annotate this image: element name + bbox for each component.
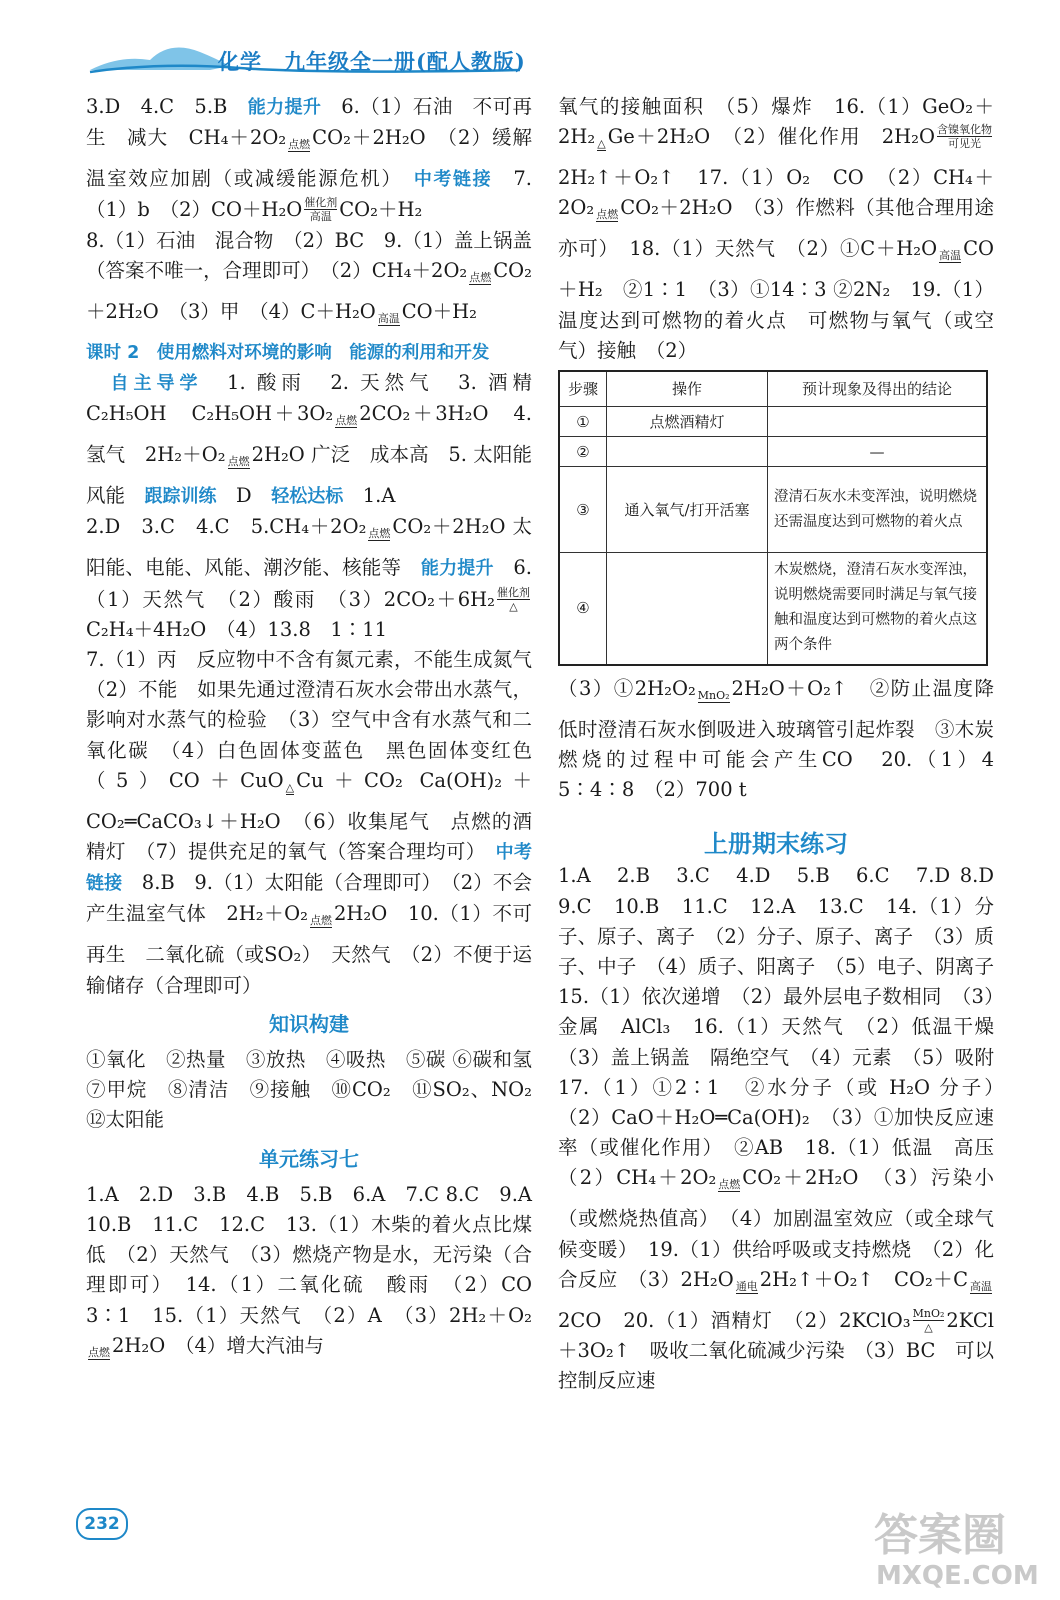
reaction-condition: △ [597, 137, 606, 151]
answer-paragraph [86, 645, 552, 1001]
answer-text: ①氧化 ②热量 ③放热 ④吸热 ⑤碳 ⑥碳和氢 ⑦甲烷 ⑧清洁 ⑨接触 ⑩CO₂ ⑪SO₂、NO₂ ⑫太阳能 [86, 1048, 552, 1132]
table-cell: ③ [559, 467, 607, 553]
reaction-condition: 通电 [735, 1279, 758, 1293]
answer-paragraph [86, 368, 552, 512]
answer-text: 1.A 2.D 3.B 4.B 5.B 6.A 7.C 8.C 9.A 10.B 11.C 12.C 13.（1）木柴的着火点比煤低 （2）天然气 （3）燃烧产物是水，无污染（合理即可） 14.（1）二氧化硫 酸雨 （2）CO 3∶1 15.（1）天然气 （2）A （3）2H₂＋O₂ [86, 1182, 552, 1327]
right-column [558, 92, 1014, 1396]
answer-paragraph [86, 226, 532, 338]
reaction-condition: 高温 [939, 249, 962, 263]
svg-text:MXQE.COM: MXQE.COM [876, 1561, 1039, 1591]
answer-text: 2H₂↑＋O₂↑ 17.（1）O₂ CO （2）CH₄＋2O₂ [558, 166, 994, 220]
reaction-condition: 点燃 [310, 914, 332, 928]
answer-text: 2KCl＋3O₂↑ 吸收二氧化硫减少污染 （3）BC 可以控制反应速 [558, 1308, 994, 1393]
answer-text: Ge＋2H₂O （2）催化作用 2H₂O [607, 125, 935, 149]
table-cell: ② [559, 437, 607, 467]
answer-text: 2CO₂＋3H₂O 4. 氢气 2H₂＋O₂ [86, 402, 532, 467]
answer-text: CO₂＋2H₂O 太阳能、电能、风能、潮汐能、核能等 [86, 515, 532, 580]
answer-text: 8.B 9.（1）太阳能（合理即可） （2）不会产生温室气体 2H₂＋O₂ [86, 871, 532, 926]
reaction-condition: MnO₂ [697, 688, 730, 702]
answer-text: 2H₂↑＋O₂↑ CO₂＋C [759, 1267, 969, 1291]
answer-text: 2CO 20.（1）酒精灯 （2）2KClO₃ [558, 1308, 911, 1332]
answer-text: （3）①2H₂O₂ [558, 676, 696, 700]
table-cell: — [768, 437, 988, 467]
section-tag-zhongkao: 中考链接 [86, 842, 532, 895]
reaction-condition: 点燃 [227, 455, 250, 469]
table-header: 操作 [607, 371, 768, 407]
left-column [86, 92, 552, 1372]
answer-text: CO₂＋H₂ [339, 198, 423, 222]
section-tag-nengli: 能力提升 [247, 97, 322, 118]
answer-text: 2H₂O 10.（1）不可再生 二氧化硫（或SO₂） 天然气 （2）不便于运输储存（合理即可） [86, 902, 532, 997]
section-tag-zhongkao: 中考链接 [413, 169, 493, 191]
table-row [559, 407, 987, 437]
reaction-condition: 含镍氧化物 可见光 [937, 123, 992, 151]
answer-text: 1. 酸雨 2. 天然气 3. 酒精 C₂H₅OH C₂H₅OH＋3O₂ [86, 371, 532, 426]
answer-paragraph [86, 512, 532, 645]
answer-text: CO＋H₂ ②1∶1 （3）①14∶3 ②2N₂ 19.（1）温度达到可燃物的着火点 可燃物与氧气（或空气）接触 （2） [558, 237, 994, 362]
table-row [559, 467, 987, 553]
answer-text: Cu＋CO₂ Ca(OH)₂＋CO₂═CaCO₃↓＋H₂O （6）收集尾气 点燃的酒精灯 （7）提供充足的氧气（答案合理均可） [86, 768, 532, 864]
reaction-condition: 点燃 [335, 414, 358, 428]
answer-text: 2.D 3.C 4.C 5.CH₄＋2O₂ [86, 515, 367, 539]
watermark-logo [870, 1500, 1039, 1591]
table-header: 预计现象及得出的结论 [768, 371, 988, 407]
table-cell: ④ [559, 553, 607, 665]
answer-paragraph [86, 92, 532, 226]
answer-text: CO＋H₂ [401, 299, 477, 323]
answer-text: 2H₂O （4）增大汽油与 [112, 1333, 324, 1357]
reaction-condition: 点燃 [88, 1345, 110, 1359]
answer-text: 氧气的接触面积 （5）爆炸 16.（1）GeO₂＋2H₂ [558, 95, 994, 149]
reaction-condition: 点燃 [596, 208, 619, 222]
reaction-condition: 点燃 [288, 138, 311, 152]
answer-text: 3.D 4.C 5.B [86, 95, 228, 118]
table-header: 步骤 [559, 371, 607, 407]
section-title-zhishi: 知识构建 [269, 1011, 349, 1036]
answer-text: CO₂＋2H₂O （3）污染小（或燃烧热值高） （4）加剧温室效应（或全球气候变暖） 19.（1）供给呼吸或支持燃烧 （2）化合反应 （3）2H₂O [558, 1166, 994, 1291]
reaction-condition: 点燃 [469, 270, 492, 284]
table-cell: 澄清石灰水未变浑浊，说明燃烧还需温度达到可燃物的着火点 [768, 467, 988, 553]
answer-text: D [236, 484, 252, 508]
header-wave-decoration [0, 0, 1060, 90]
page-header [0, 0, 1060, 90]
table-cell: ① [559, 407, 607, 437]
answer-paragraph [558, 674, 1014, 806]
answer-text: 8.（1）石油 混合物 （2）BC 9.（1）盖上锅盖（答案不唯一，合理即可） （2）CH₄＋2O₂ [86, 228, 532, 282]
reaction-condition: 点燃 [368, 527, 391, 541]
reaction-condition: 催化剂 高温 [304, 196, 338, 224]
table-cell: 点燃酒精灯 [607, 407, 768, 437]
answer-paragraph [86, 1180, 552, 1372]
table-row [559, 553, 987, 665]
table-cell [607, 553, 768, 665]
reaction-condition: 高温 [970, 1279, 993, 1293]
answer-text: 6.（1）石油 不可再生 减大 CH₄＋2O₂ [86, 95, 532, 150]
answer-text: 2H₂O＋O₂↑ ②防止温度降低时澄清石灰水倒吸进入玻璃管引起炸裂 ③木炭燃烧的过程中可能会产生CO 20.（1）4 5∶4∶8 （2）700 t [558, 676, 1014, 801]
answer-paragraph [558, 861, 1014, 1396]
table-cell [607, 437, 768, 467]
table-header-row [559, 371, 987, 407]
lesson-heading: 课时 2 使用燃料对环境的影响 能源的利用和开发 [86, 342, 490, 363]
answer-paragraph [558, 92, 994, 366]
answer-text: C₂H₄＋4H₂O （4）13.8 1∶11 [86, 617, 388, 641]
answer-text: 1.A [362, 484, 396, 508]
section-title-qimo: 上册期末练习 [704, 830, 848, 859]
table-cell: 通入氧气/打开活塞 [607, 467, 768, 553]
answer-text: CO₂＋2H₂O （3）作燃料（其他合理用途亦可） 18.（1）天然气 （2）①C＋H₂O [558, 196, 994, 261]
section-tag-qingsong: 轻松达标 [271, 486, 344, 508]
page-number: 232 [76, 1508, 128, 1540]
header-title: 化学 九年级全一册(配人教版) [218, 49, 526, 74]
reaction-condition: MnO₂ △ [912, 1306, 945, 1334]
answer-text: CO₂＋2H₂O （2）缓解温室效应加剧（或减缓能源危机） [86, 126, 533, 191]
answer-text: 1.A 2.B 3.C 4.D 5.B 6.C 7.D 8.D 9.C 10.B 11.C 12.A 13.C 14.（1）分子、原子、离子 （2）分子、原子、离子 （3）质子、中子 （4）质子、阳离子 （5）电子、阴离子 15.（1）依次递增 （2）最外层电子数相同 （3）金属 AlCl₃ 16.（1）天然气 （2）低温干燥 （3）盖上锅盖 隔绝空气 （4）元素 （5）吸附 17.（1）①2∶1 ②水分子（或 H₂O 分子） （2）CaO＋H₂O═Ca(OH)₂ （3）①加快反应速率（或催化作用） ②AB 18.（1）低温 高压 （2）CH₄＋2O₂ [558, 864, 1014, 1190]
reaction-condition: 点燃 [718, 1178, 741, 1192]
table-cell [768, 407, 988, 437]
answer-text: 7.（1）b （2）CO＋H₂O [86, 167, 532, 222]
answer-text: 7.（1）丙 反应物中不含有氮元素，不能生成氮气 （2）不能 如果先通过澄清石灰水会带出水蒸气，影响对水蒸气的检验 （3）空气中含有水蒸气和二氧化碳 （4）白色固体变蓝色 黑色固体变红色 （5）CO＋CuO [86, 648, 552, 792]
section-tag-nengli: 能力提升 [420, 558, 494, 580]
answer-paragraph [86, 1045, 552, 1136]
table-cell: 木炭燃烧，澄清石灰水变浑浊，说明燃烧需要同时满足与氧气接触和温度达到可燃物的着火点这两个条件 [768, 553, 988, 665]
answer-text: 6.（1）天然气 （2）酸雨 （3）2CO₂＋6H₂ [86, 556, 532, 611]
section-title-danyuan: 单元练习七 [259, 1146, 359, 1171]
section-tag-genzong: 跟踪训练 [144, 486, 217, 508]
answer-text: 2H₂O 广泛 成本高 5. 太阳能 风能 [86, 443, 552, 508]
experiment-steps-table [558, 370, 988, 666]
table-row [559, 437, 987, 467]
section-tag-zizhu: 自主导学 [110, 373, 203, 395]
answer-text: CO₂＋2H₂O （3）甲 （4）C＋H₂O [86, 258, 532, 323]
reaction-condition: 高温 [377, 311, 400, 325]
reaction-condition: △ [285, 780, 295, 794]
reaction-condition: 催化剂 △ [497, 585, 530, 613]
svg-text:答案圈: 答案圈 [874, 1510, 1006, 1561]
